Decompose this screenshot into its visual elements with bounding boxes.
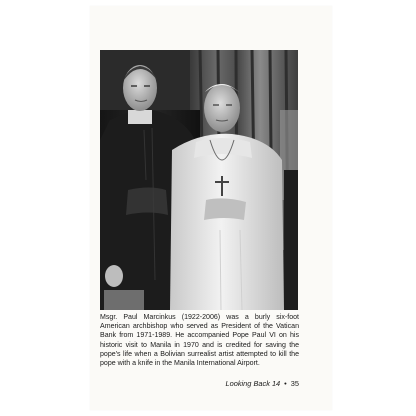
lower-object xyxy=(104,290,144,310)
sash xyxy=(126,188,168,216)
photograph xyxy=(100,50,298,310)
edge-figure xyxy=(284,170,298,310)
pope-hands xyxy=(204,198,246,220)
page-number: 35 xyxy=(290,379,299,388)
papal-vestment xyxy=(170,134,284,310)
photo-illustration xyxy=(100,50,298,310)
bullet-separator: • xyxy=(284,379,287,388)
running-head: Looking Back 14 xyxy=(225,379,281,388)
page-footer xyxy=(100,379,299,388)
pope-face xyxy=(204,84,240,132)
archbishop-hand xyxy=(105,265,123,287)
photo-caption: Msgr. Paul Marcinkus (1922-2006) was a burly six-foot American archbishop who served as President of the Vatican Bank from 1971-1989. He accompanied Pope Paul VI on his historic visit to Manila in 1970 and is credited for saving the pope's life when a Bolivian surrealist artist attempted to kill the pope with a knife in the Manila International Airport. xyxy=(100,314,299,368)
collar xyxy=(128,110,152,124)
archbishop-face xyxy=(123,65,157,111)
